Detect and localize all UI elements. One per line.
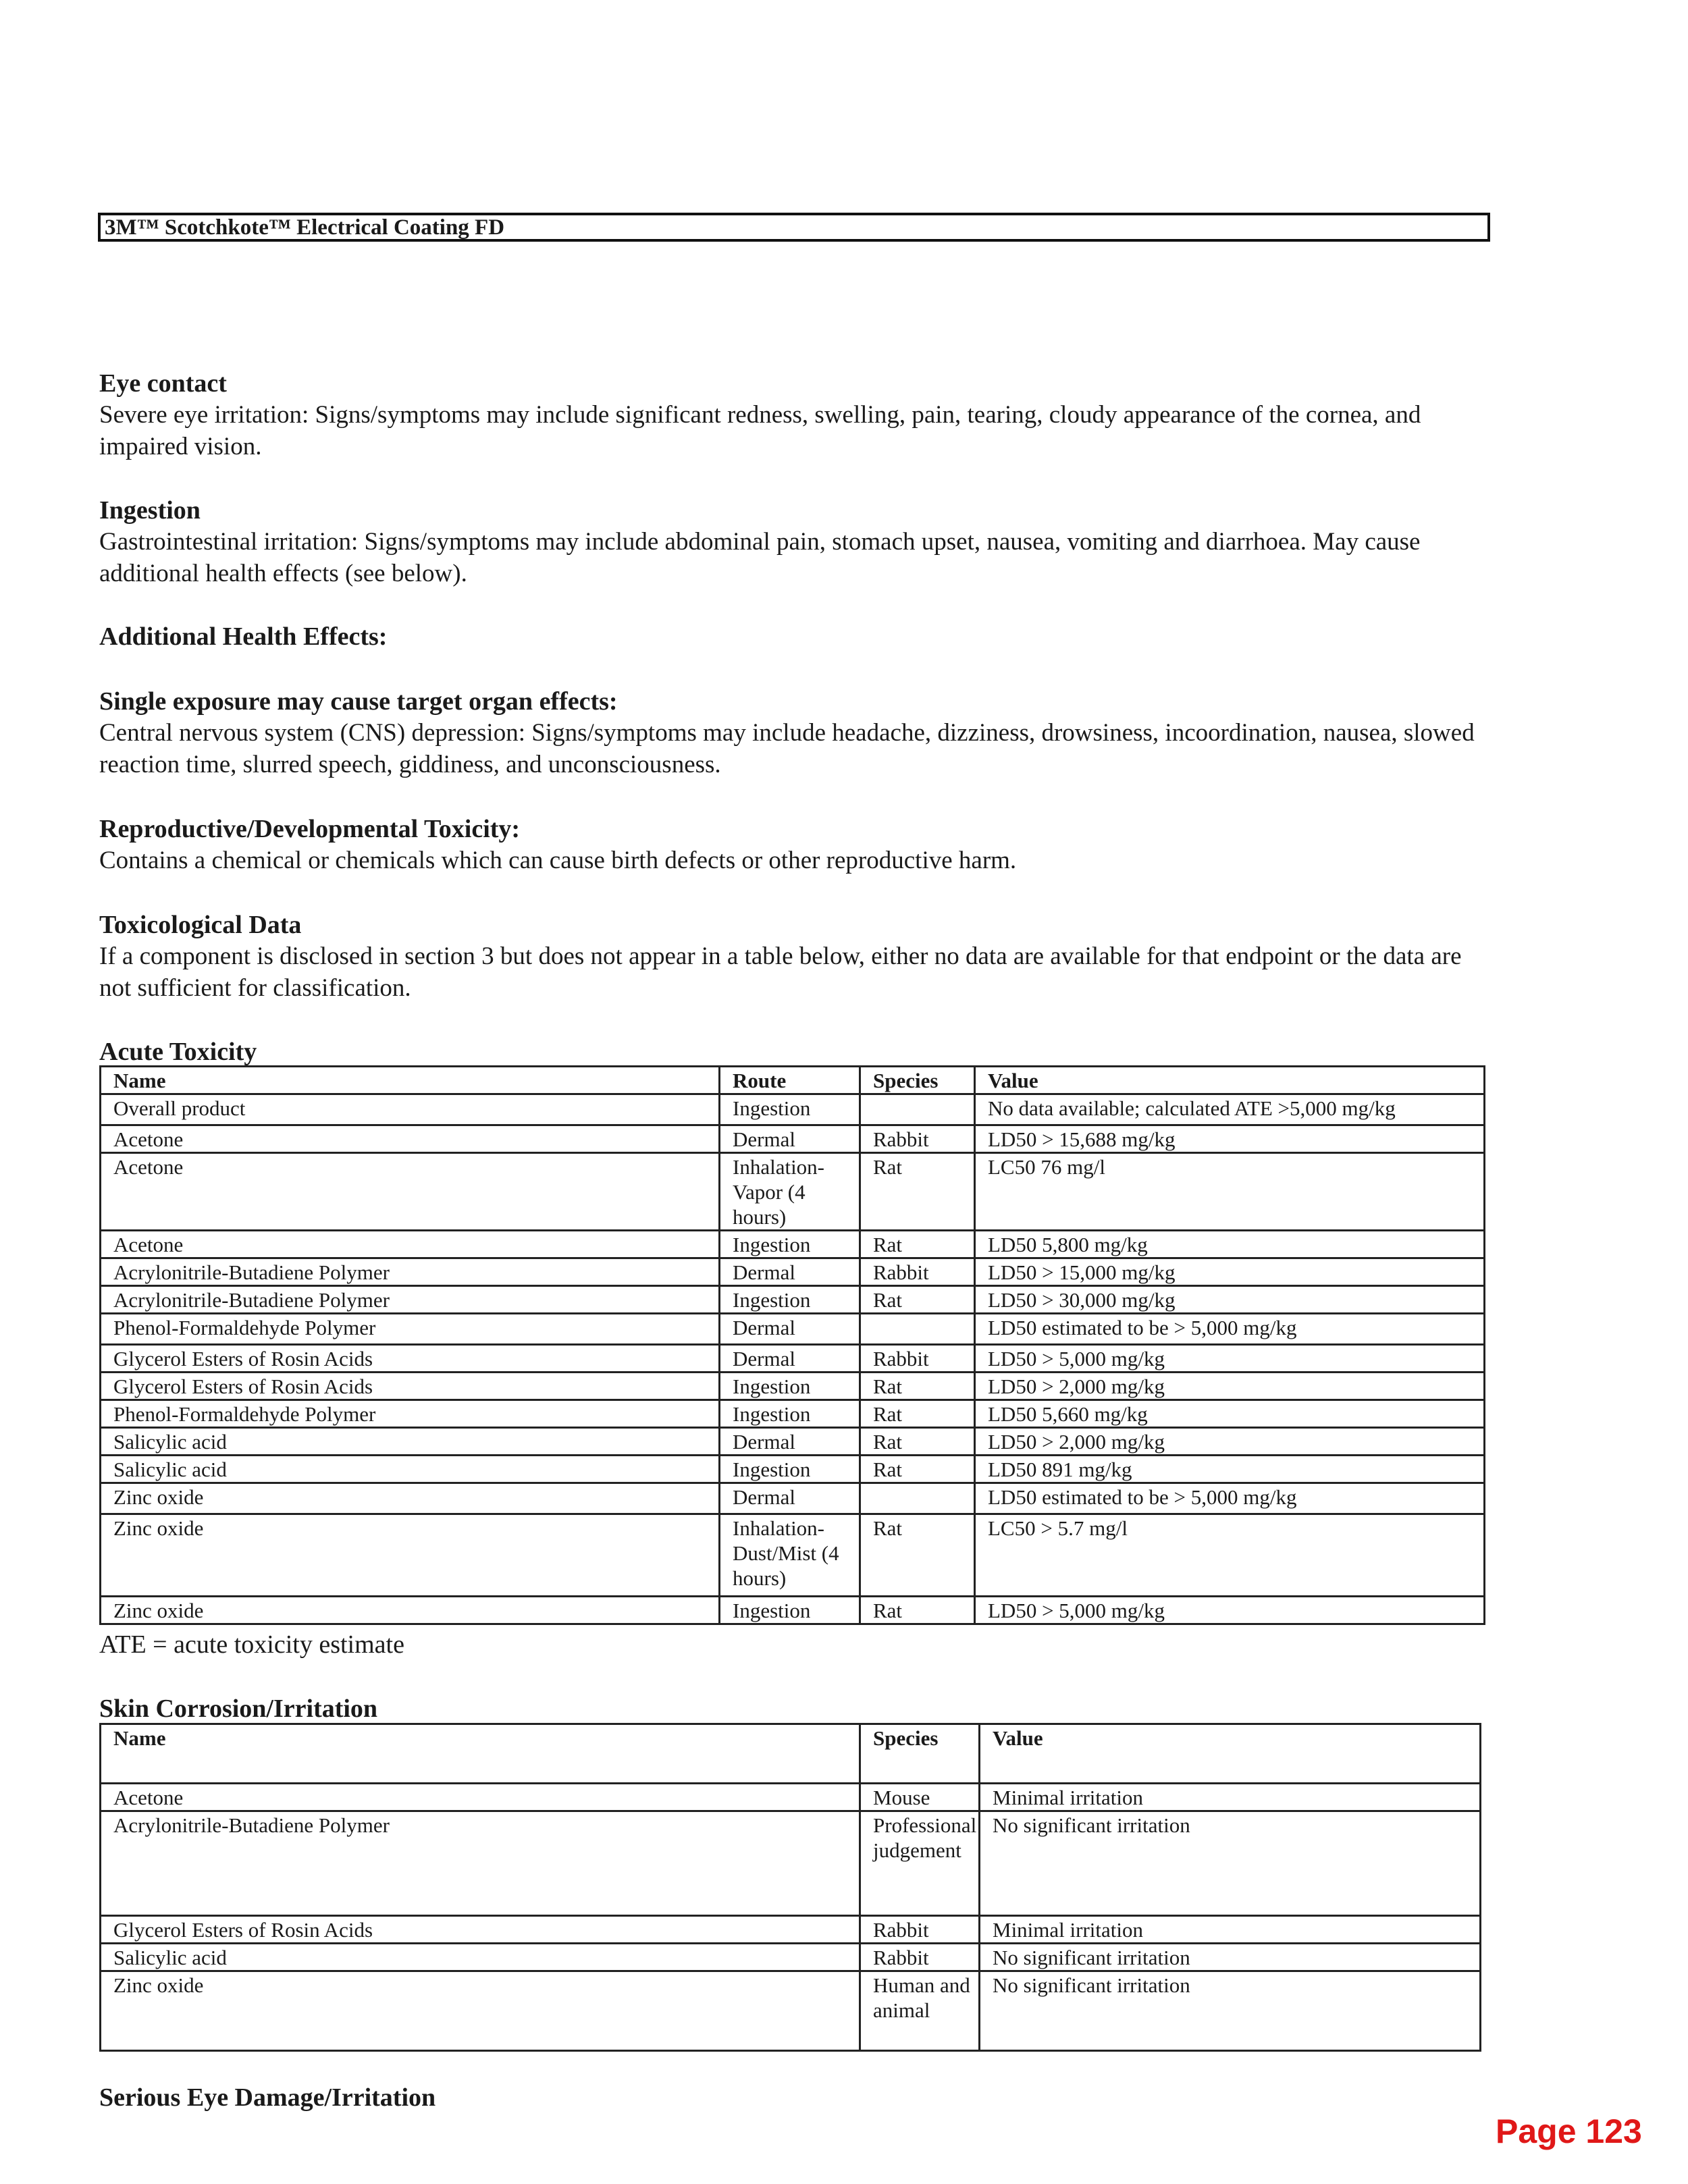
- acute-toxicity-table: [99, 1065, 1485, 1625]
- cell-name: Zinc oxide: [101, 1483, 720, 1514]
- toxicological-text: If a component is disclosed in section 3 but does not appear in a table below, either no data are available for that endpoint or the data are not sufficient for classification.: [99, 942, 1462, 1002]
- eye-contact-text: Severe eye irritation: Signs/symptoms may include significant redness, swelling, pain, tearing, cloudy appearance of the cornea, and impaired vision.: [99, 401, 1421, 460]
- skin-corrosion-table: [99, 1723, 1481, 2052]
- table-row: [101, 1314, 1485, 1345]
- skin-corrosion-caption: Skin Corrosion/Irritation: [99, 1695, 378, 1723]
- col-header-name: Name: [101, 1724, 860, 1784]
- table-row: [101, 1784, 1481, 1811]
- single-exposure-section: [99, 686, 1497, 780]
- cell-value: LD50 > 15,688 mg/kg: [975, 1125, 1485, 1153]
- cell-value: LD50 > 15,000 mg/kg: [975, 1258, 1485, 1286]
- cell-value: LD50 > 2,000 mg/kg: [975, 1373, 1485, 1400]
- table-row: [101, 1428, 1485, 1456]
- cell-name: Glycerol Esters of Rosin Acids: [101, 1345, 720, 1373]
- cell-name: Acrylonitrile-Butadiene Polymer: [101, 1811, 860, 1916]
- table-row: [101, 1811, 1481, 1916]
- table-row: [101, 1258, 1485, 1286]
- cell-route: Ingestion: [720, 1597, 860, 1624]
- single-exposure-heading: Single exposure may cause target organ effects:: [99, 687, 618, 716]
- table-header-row: [101, 1067, 1485, 1094]
- cell-route: Ingestion: [720, 1400, 860, 1428]
- cell-value: LD50 5,660 mg/kg: [975, 1400, 1485, 1428]
- table-row: [101, 1944, 1481, 1971]
- cell-name: Overall product: [101, 1094, 720, 1125]
- cell-value: Minimal irritation: [980, 1916, 1481, 1944]
- cell-species: [860, 1094, 975, 1125]
- cell-value: LC50 > 5.7 mg/l: [975, 1514, 1485, 1597]
- cell-value: No significant irritation: [980, 1811, 1481, 1916]
- reproductive-section: [99, 814, 1497, 876]
- cell-route: Dermal: [720, 1125, 860, 1153]
- cell-name: Glycerol Esters of Rosin Acids: [101, 1916, 860, 1944]
- cell-value: Minimal irritation: [980, 1784, 1481, 1811]
- cell-value: No significant irritation: [980, 1971, 1481, 2051]
- cell-name: Zinc oxide: [101, 1971, 860, 2051]
- cell-species: [860, 1483, 975, 1514]
- table-row: [101, 1971, 1481, 2051]
- cell-species: Rat: [860, 1514, 975, 1597]
- cell-value: LD50 > 2,000 mg/kg: [975, 1428, 1485, 1456]
- cell-name: Salicylic acid: [101, 1428, 720, 1456]
- ate-footnote: ATE = acute toxicity estimate: [99, 1630, 404, 1659]
- cell-name: Zinc oxide: [101, 1514, 720, 1597]
- cell-species: [860, 1314, 975, 1345]
- cell-species: Rat: [860, 1153, 975, 1231]
- single-exposure-text: Central nervous system (CNS) depression: Signs/symptoms may include headache, dizziness, drowsiness, incoordination, nausea, slowed reaction time, slurred speech, giddiness, and unconsciousness.: [99, 719, 1475, 778]
- col-header-route: Route: [720, 1067, 860, 1094]
- cell-name: Acetone: [101, 1231, 720, 1258]
- product-title: 3M™ Scotchkote™ Electrical Coating FD: [105, 215, 505, 240]
- cell-name: Acrylonitrile-Butadiene Polymer: [101, 1258, 720, 1286]
- table-row: [101, 1153, 1485, 1231]
- col-header-value: Value: [980, 1724, 1481, 1784]
- table-row: [101, 1483, 1485, 1514]
- cell-species: Professional judgement: [860, 1811, 980, 1916]
- cell-species: Human and animal: [860, 1971, 980, 2051]
- cell-species: Mouse: [860, 1784, 980, 1811]
- cell-route: Inhalation-Dust/Mist (4 hours): [720, 1514, 860, 1597]
- cell-value: No significant irritation: [980, 1944, 1481, 1971]
- cell-route: Dermal: [720, 1428, 860, 1456]
- cell-value: LD50 > 5,000 mg/kg: [975, 1345, 1485, 1373]
- serious-eye-heading: Serious Eye Damage/Irritation: [99, 2083, 436, 2112]
- cell-species: Rat: [860, 1373, 975, 1400]
- col-header-value: Value: [975, 1067, 1485, 1094]
- cell-species: Rabbit: [860, 1345, 975, 1373]
- cell-species: Rabbit: [860, 1125, 975, 1153]
- cell-value: LD50 > 5,000 mg/kg: [975, 1597, 1485, 1624]
- cell-value: LC50 76 mg/l: [975, 1153, 1485, 1231]
- page-number: Page 123: [1496, 2112, 1642, 2150]
- cell-route: Dermal: [720, 1314, 860, 1345]
- cell-value: No data available; calculated ATE >5,000 mg/kg: [975, 1094, 1485, 1125]
- toxicological-heading: Toxicological Data: [99, 911, 302, 939]
- cell-name: Acetone: [101, 1784, 860, 1811]
- table-row: [101, 1125, 1485, 1153]
- cell-name: Glycerol Esters of Rosin Acids: [101, 1373, 720, 1400]
- cell-name: Acetone: [101, 1153, 720, 1231]
- cell-value: LD50 estimated to be > 5,000 mg/kg: [975, 1314, 1485, 1345]
- cell-name: Zinc oxide: [101, 1597, 720, 1624]
- cell-name: Acetone: [101, 1125, 720, 1153]
- cell-name: Salicylic acid: [101, 1944, 860, 1971]
- toxicological-section: [99, 909, 1497, 1004]
- cell-species: Rat: [860, 1456, 975, 1483]
- cell-species: Rabbit: [860, 1944, 980, 1971]
- ingestion-heading: Ingestion: [99, 496, 201, 525]
- table-row: [101, 1514, 1485, 1597]
- cell-route: Ingestion: [720, 1456, 860, 1483]
- table-row: [101, 1373, 1485, 1400]
- table-row: [101, 1286, 1485, 1314]
- reproductive-text: Contains a chemical or chemicals which can cause birth defects or other reproductive harm.: [99, 847, 1017, 874]
- cell-route: Inhalation-Vapor (4 hours): [720, 1153, 860, 1231]
- cell-name: Acrylonitrile-Butadiene Polymer: [101, 1286, 720, 1314]
- product-title-box: [98, 213, 1490, 242]
- table-row: [101, 1094, 1485, 1125]
- cell-name: Phenol-Formaldehyde Polymer: [101, 1400, 720, 1428]
- col-header-name: Name: [101, 1067, 720, 1094]
- cell-species: Rat: [860, 1231, 975, 1258]
- cell-route: Ingestion: [720, 1094, 860, 1125]
- table-header-row: [101, 1724, 1481, 1784]
- eye-contact-section: [99, 368, 1497, 462]
- ingestion-section: [99, 495, 1497, 589]
- acute-toxicity-caption: Acute Toxicity: [99, 1038, 257, 1066]
- col-header-species: Species: [860, 1724, 980, 1784]
- table-row: [101, 1456, 1485, 1483]
- cell-route: Ingestion: [720, 1373, 860, 1400]
- cell-species: Rat: [860, 1428, 975, 1456]
- reproductive-heading: Reproductive/Developmental Toxicity:: [99, 815, 521, 843]
- cell-value: LD50 891 mg/kg: [975, 1456, 1485, 1483]
- cell-species: Rabbit: [860, 1916, 980, 1944]
- cell-route: Dermal: [720, 1483, 860, 1514]
- ingestion-text: Gastrointestinal irritation: Signs/symptoms may include abdominal pain, stomach upset, nausea, vomiting and diarrhoea. May cause additional health effects (see below).: [99, 528, 1421, 587]
- cell-species: Rat: [860, 1400, 975, 1428]
- table-row: [101, 1916, 1481, 1944]
- cell-route: Ingestion: [720, 1231, 860, 1258]
- cell-route: Ingestion: [720, 1286, 860, 1314]
- cell-species: Rat: [860, 1597, 975, 1624]
- cell-species: Rat: [860, 1286, 975, 1314]
- cell-value: LD50 estimated to be > 5,000 mg/kg: [975, 1483, 1485, 1514]
- eye-contact-heading: Eye contact: [99, 369, 227, 398]
- col-header-species: Species: [860, 1067, 975, 1094]
- additional-health-heading: Additional Health Effects:: [99, 622, 388, 651]
- table-row: [101, 1231, 1485, 1258]
- table-row: [101, 1400, 1485, 1428]
- cell-value: LD50 5,800 mg/kg: [975, 1231, 1485, 1258]
- cell-species: Rabbit: [860, 1258, 975, 1286]
- table-row: [101, 1597, 1485, 1624]
- additional-health-section: [99, 621, 1497, 652]
- table-row: [101, 1345, 1485, 1373]
- cell-route: Dermal: [720, 1345, 860, 1373]
- cell-name: Phenol-Formaldehyde Polymer: [101, 1314, 720, 1345]
- cell-name: Salicylic acid: [101, 1456, 720, 1483]
- cell-route: Dermal: [720, 1258, 860, 1286]
- cell-value: LD50 > 30,000 mg/kg: [975, 1286, 1485, 1314]
